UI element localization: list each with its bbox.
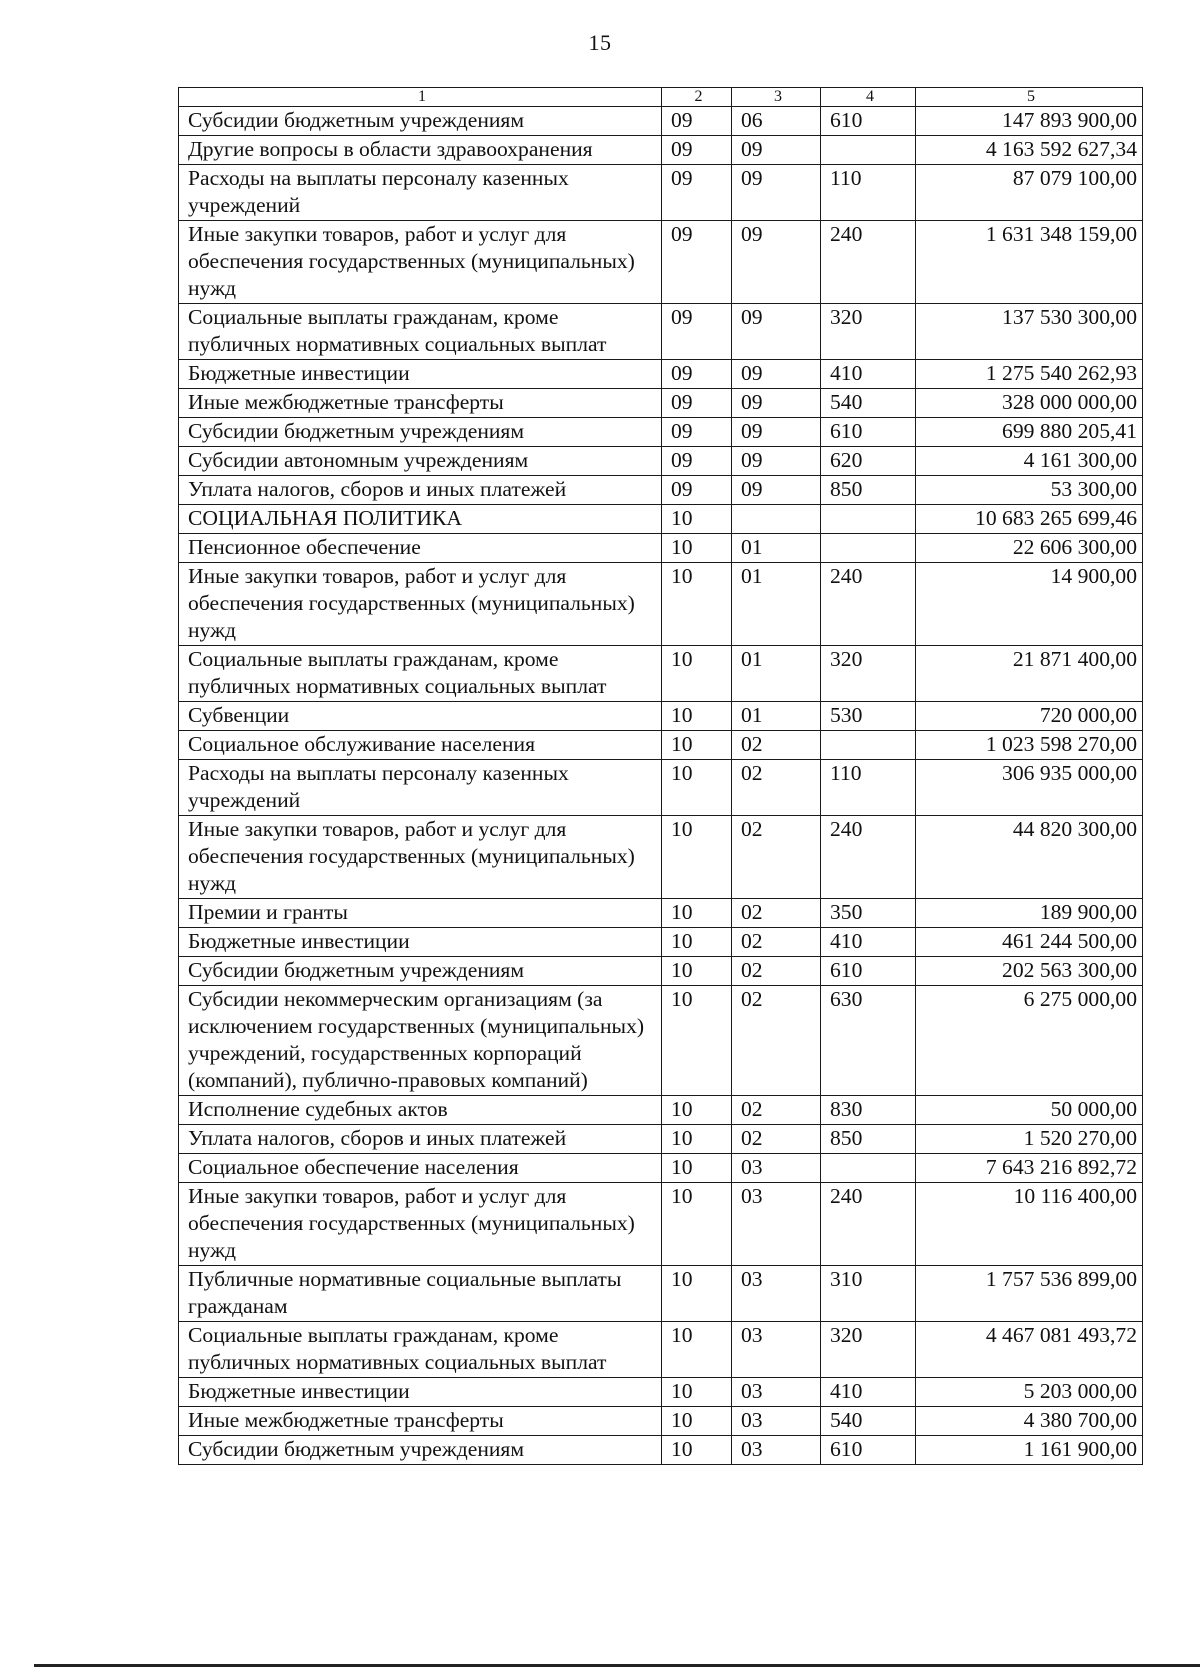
table-row xyxy=(179,1266,1143,1322)
table-row xyxy=(179,928,1143,957)
cell-expense-type xyxy=(821,534,916,563)
cell-expense-type xyxy=(821,505,916,534)
table-row xyxy=(179,986,1143,1096)
table-row xyxy=(179,505,1143,534)
cell-name: Иные закупки товаров, работ и услуг для обеспечения государственных (муниципальных) нужд xyxy=(179,221,662,304)
cell-expense-type: 410 xyxy=(821,360,916,389)
cell-name: Субсидии автономным учреждениям xyxy=(179,447,662,476)
cell-section: 10 xyxy=(662,1266,732,1322)
budget-table xyxy=(178,87,1143,1465)
cell-name: Социальные выплаты гражданам, кроме публичных нормативных социальных выплат xyxy=(179,646,662,702)
cell-expense-type: 530 xyxy=(821,702,916,731)
cell-subsection: 03 xyxy=(732,1183,821,1266)
cell-section: 10 xyxy=(662,534,732,563)
table-row xyxy=(179,165,1143,221)
cell-amount: 1 275 540 262,93 xyxy=(916,360,1143,389)
header-col-5: 5 xyxy=(916,88,1143,107)
cell-section: 09 xyxy=(662,107,732,136)
table-row xyxy=(179,563,1143,646)
cell-section: 10 xyxy=(662,1154,732,1183)
cell-section: 10 xyxy=(662,760,732,816)
table-row xyxy=(179,1125,1143,1154)
cell-subsection: 09 xyxy=(732,304,821,360)
cell-section: 10 xyxy=(662,1407,732,1436)
cell-subsection: 01 xyxy=(732,702,821,731)
table-row xyxy=(179,418,1143,447)
cell-subsection: 02 xyxy=(732,957,821,986)
cell-subsection: 02 xyxy=(732,899,821,928)
cell-amount: 699 880 205,41 xyxy=(916,418,1143,447)
cell-expense-type: 320 xyxy=(821,1322,916,1378)
cell-name: Исполнение судебных актов xyxy=(179,1096,662,1125)
cell-amount: 21 871 400,00 xyxy=(916,646,1143,702)
cell-amount: 4 163 592 627,34 xyxy=(916,136,1143,165)
table-row xyxy=(179,221,1143,304)
cell-section: 09 xyxy=(662,136,732,165)
cell-amount: 306 935 000,00 xyxy=(916,760,1143,816)
cell-section: 10 xyxy=(662,899,732,928)
cell-section: 10 xyxy=(662,505,732,534)
cell-amount: 1 757 536 899,00 xyxy=(916,1266,1143,1322)
cell-section: 10 xyxy=(662,1125,732,1154)
cell-expense-type: 540 xyxy=(821,1407,916,1436)
table-row xyxy=(179,447,1143,476)
cell-expense-type: 110 xyxy=(821,760,916,816)
table-row xyxy=(179,957,1143,986)
cell-amount: 720 000,00 xyxy=(916,702,1143,731)
cell-subsection: 02 xyxy=(732,986,821,1096)
cell-name: СОЦИАЛЬНАЯ ПОЛИТИКА xyxy=(179,505,662,534)
cell-section: 09 xyxy=(662,165,732,221)
cell-name: Иные закупки товаров, работ и услуг для обеспечения государственных (муниципальных) нужд xyxy=(179,1183,662,1266)
cell-amount: 189 900,00 xyxy=(916,899,1143,928)
cell-expense-type: 240 xyxy=(821,816,916,899)
cell-expense-type: 850 xyxy=(821,1125,916,1154)
cell-subsection: 09 xyxy=(732,221,821,304)
cell-section: 10 xyxy=(662,1436,732,1465)
cell-section: 09 xyxy=(662,476,732,505)
cell-name: Социальные выплаты гражданам, кроме публичных нормативных социальных выплат xyxy=(179,304,662,360)
cell-subsection: 09 xyxy=(732,360,821,389)
cell-expense-type: 240 xyxy=(821,1183,916,1266)
cell-name: Социальное обслуживание населения xyxy=(179,731,662,760)
cell-section: 09 xyxy=(662,418,732,447)
header-col-4: 4 xyxy=(821,88,916,107)
cell-name: Субсидии некоммерческим организациям (за исключением государственных (муниципальных) учреждений, государственных корпораций (компаний), публично-правовых компаний) xyxy=(179,986,662,1096)
cell-name: Бюджетные инвестиции xyxy=(179,1378,662,1407)
cell-name: Субсидии бюджетным учреждениям xyxy=(179,1436,662,1465)
cell-amount: 7 643 216 892,72 xyxy=(916,1154,1143,1183)
table-row xyxy=(179,136,1143,165)
table-row xyxy=(179,304,1143,360)
table-row xyxy=(179,534,1143,563)
cell-subsection: 02 xyxy=(732,1125,821,1154)
cell-expense-type: 620 xyxy=(821,447,916,476)
cell-name: Иные закупки товаров, работ и услуг для обеспечения государственных (муниципальных) нужд xyxy=(179,816,662,899)
cell-name: Публичные нормативные социальные выплаты гражданам xyxy=(179,1266,662,1322)
table-row xyxy=(179,1378,1143,1407)
cell-section: 10 xyxy=(662,646,732,702)
table-row xyxy=(179,360,1143,389)
cell-subsection: 02 xyxy=(732,928,821,957)
cell-subsection: 03 xyxy=(732,1436,821,1465)
cell-subsection: 03 xyxy=(732,1407,821,1436)
cell-name: Другие вопросы в области здравоохранения xyxy=(179,136,662,165)
cell-amount: 4 467 081 493,72 xyxy=(916,1322,1143,1378)
cell-section: 10 xyxy=(662,1322,732,1378)
cell-name: Уплата налогов, сборов и иных платежей xyxy=(179,1125,662,1154)
cell-amount: 10 683 265 699,46 xyxy=(916,505,1143,534)
table-row xyxy=(179,731,1143,760)
cell-section: 09 xyxy=(662,221,732,304)
cell-section: 10 xyxy=(662,928,732,957)
cell-expense-type: 630 xyxy=(821,986,916,1096)
page-number: 15 xyxy=(588,30,612,55)
table-row xyxy=(179,476,1143,505)
cell-amount: 44 820 300,00 xyxy=(916,816,1143,899)
cell-expense-type: 830 xyxy=(821,1096,916,1125)
table-row xyxy=(179,1436,1143,1465)
cell-amount: 53 300,00 xyxy=(916,476,1143,505)
cell-amount: 14 900,00 xyxy=(916,563,1143,646)
table-row xyxy=(179,1183,1143,1266)
cell-expense-type: 320 xyxy=(821,646,916,702)
cell-subsection: 01 xyxy=(732,563,821,646)
cell-name: Расходы на выплаты персоналу казенных учреждений xyxy=(179,760,662,816)
cell-subsection: 03 xyxy=(732,1266,821,1322)
header-col-2: 2 xyxy=(662,88,732,107)
table-row xyxy=(179,1096,1143,1125)
cell-amount: 87 079 100,00 xyxy=(916,165,1143,221)
table-row xyxy=(179,816,1143,899)
table-header-row xyxy=(179,88,1143,107)
cell-expense-type: 610 xyxy=(821,957,916,986)
cell-amount: 10 116 400,00 xyxy=(916,1183,1143,1266)
cell-amount: 1 520 270,00 xyxy=(916,1125,1143,1154)
cell-expense-type: 320 xyxy=(821,304,916,360)
cell-section: 10 xyxy=(662,563,732,646)
cell-section: 10 xyxy=(662,1378,732,1407)
cell-name: Иные межбюджетные трансферты xyxy=(179,389,662,418)
cell-amount: 202 563 300,00 xyxy=(916,957,1143,986)
cell-amount: 147 893 900,00 xyxy=(916,107,1143,136)
cell-amount: 4 161 300,00 xyxy=(916,447,1143,476)
cell-expense-type: 350 xyxy=(821,899,916,928)
cell-subsection: 02 xyxy=(732,760,821,816)
cell-expense-type: 110 xyxy=(821,165,916,221)
table-row xyxy=(179,1322,1143,1378)
cell-section: 09 xyxy=(662,304,732,360)
cell-name: Премии и гранты xyxy=(179,899,662,928)
cell-subsection: 02 xyxy=(732,816,821,899)
cell-section: 09 xyxy=(662,447,732,476)
cell-amount: 328 000 000,00 xyxy=(916,389,1143,418)
table-row xyxy=(179,389,1143,418)
cell-subsection xyxy=(732,505,821,534)
cell-subsection: 03 xyxy=(732,1322,821,1378)
cell-amount: 1 023 598 270,00 xyxy=(916,731,1143,760)
budget-table-body xyxy=(179,88,1143,1465)
cell-expense-type: 610 xyxy=(821,1436,916,1465)
cell-subsection: 09 xyxy=(732,447,821,476)
cell-name: Уплата налогов, сборов и иных платежей xyxy=(179,476,662,505)
cell-expense-type xyxy=(821,136,916,165)
cell-name: Социальное обеспечение населения xyxy=(179,1154,662,1183)
table-row xyxy=(179,702,1143,731)
cell-section: 10 xyxy=(662,986,732,1096)
cell-expense-type: 850 xyxy=(821,476,916,505)
header-col-3: 3 xyxy=(732,88,821,107)
table-row xyxy=(179,899,1143,928)
cell-expense-type: 540 xyxy=(821,389,916,418)
cell-subsection: 01 xyxy=(732,534,821,563)
cell-name: Субсидии бюджетным учреждениям xyxy=(179,957,662,986)
cell-subsection: 03 xyxy=(732,1378,821,1407)
cell-name: Иные межбюджетные трансферты xyxy=(179,1407,662,1436)
cell-section: 10 xyxy=(662,731,732,760)
cell-name: Субсидии бюджетным учреждениям xyxy=(179,418,662,447)
cell-expense-type: 410 xyxy=(821,1378,916,1407)
cell-expense-type: 240 xyxy=(821,563,916,646)
cell-amount: 22 606 300,00 xyxy=(916,534,1143,563)
cell-subsection: 09 xyxy=(732,476,821,505)
cell-amount: 137 530 300,00 xyxy=(916,304,1143,360)
cell-name: Бюджетные инвестиции xyxy=(179,928,662,957)
cell-amount: 1 631 348 159,00 xyxy=(916,221,1143,304)
cell-expense-type: 610 xyxy=(821,107,916,136)
cell-expense-type xyxy=(821,1154,916,1183)
table-row xyxy=(179,646,1143,702)
cell-expense-type xyxy=(821,731,916,760)
table-row xyxy=(179,1407,1143,1436)
cell-expense-type: 610 xyxy=(821,418,916,447)
cell-amount: 4 380 700,00 xyxy=(916,1407,1143,1436)
cell-name: Пенсионное обеспечение xyxy=(179,534,662,563)
cell-name: Социальные выплаты гражданам, кроме публичных нормативных социальных выплат xyxy=(179,1322,662,1378)
cell-amount: 1 161 900,00 xyxy=(916,1436,1143,1465)
cell-name: Иные закупки товаров, работ и услуг для обеспечения государственных (муниципальных) нужд xyxy=(179,563,662,646)
cell-section: 10 xyxy=(662,702,732,731)
cell-expense-type: 310 xyxy=(821,1266,916,1322)
cell-expense-type: 240 xyxy=(821,221,916,304)
table-row xyxy=(179,760,1143,816)
cell-amount: 6 275 000,00 xyxy=(916,986,1143,1096)
cell-subsection: 09 xyxy=(732,389,821,418)
cell-section: 10 xyxy=(662,816,732,899)
cell-amount: 50 000,00 xyxy=(916,1096,1143,1125)
table-row xyxy=(179,107,1143,136)
cell-name: Субвенции xyxy=(179,702,662,731)
cell-subsection: 09 xyxy=(732,136,821,165)
cell-subsection: 02 xyxy=(732,1096,821,1125)
header-col-1: 1 xyxy=(179,88,662,107)
cell-section: 10 xyxy=(662,1183,732,1266)
cell-name: Субсидии бюджетным учреждениям xyxy=(179,107,662,136)
cell-name: Бюджетные инвестиции xyxy=(179,360,662,389)
cell-expense-type: 410 xyxy=(821,928,916,957)
cell-subsection: 03 xyxy=(732,1154,821,1183)
cell-section: 09 xyxy=(662,389,732,418)
cell-name: Расходы на выплаты персоналу казенных учреждений xyxy=(179,165,662,221)
table-row xyxy=(179,1154,1143,1183)
cell-subsection: 02 xyxy=(732,731,821,760)
cell-section: 10 xyxy=(662,957,732,986)
cell-subsection: 06 xyxy=(732,107,821,136)
cell-amount: 461 244 500,00 xyxy=(916,928,1143,957)
cell-subsection: 09 xyxy=(732,165,821,221)
cell-amount: 5 203 000,00 xyxy=(916,1378,1143,1407)
cell-subsection: 09 xyxy=(732,418,821,447)
cell-subsection: 01 xyxy=(732,646,821,702)
cell-section: 10 xyxy=(662,1096,732,1125)
cell-section: 09 xyxy=(662,360,732,389)
